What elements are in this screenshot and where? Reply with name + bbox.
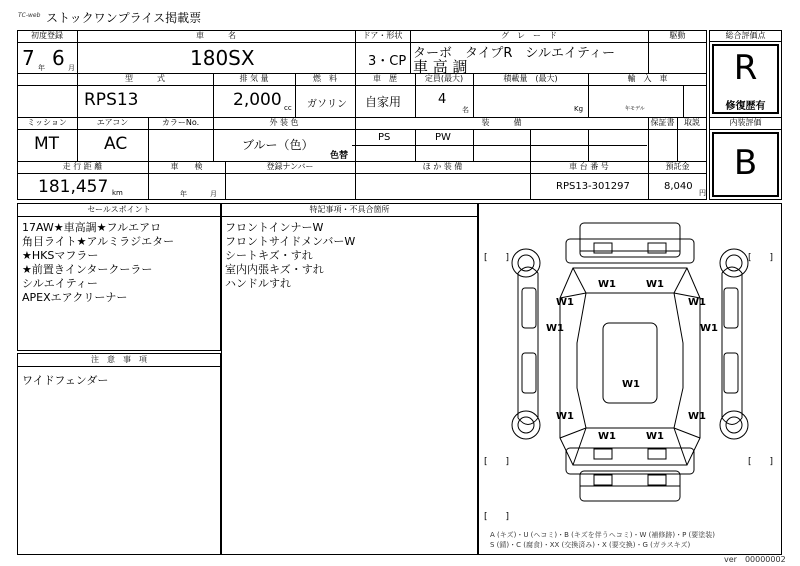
mileage-label: 走 行 距 離 [62,162,103,171]
list-item: 角目ライト★アルミラジエター [22,235,175,248]
bracket-left-lower: [ ] [484,512,510,522]
first-reg-year-unit: 年 [38,64,45,72]
capacity-label: 定員(最大) [424,74,464,83]
other-equipment-label: ほ か 装 備 [422,162,463,171]
import-label: 輸 入 車 [627,74,668,83]
caution-label: 注 意 事 項 [91,355,147,364]
bracket-right-top: [ ] [748,253,774,263]
overall-grade-label: 総合評価点 [725,31,766,40]
car-damage-diagram [478,203,782,555]
load-unit: Kg [574,105,584,113]
damage-mark: W1 [646,431,664,442]
special-notes-label: 特記事項・不具合箇所 [309,205,390,214]
grade-line1: ターボ タイプR シルエイティー [413,46,616,61]
version-label: ver 00000002 [724,555,786,564]
car-name-value: 180SX [190,46,255,70]
damage-mark: W1 [556,297,574,308]
manual-label: 取説 [684,118,700,127]
inspection-year-unit: 年 [180,190,187,198]
price-unit: 円 [699,189,706,197]
warranty-label: 保証書 [650,118,675,127]
model-value: RPS13 [84,90,139,110]
bracket-left-top: [ ] [484,253,510,263]
aircon-label: エアコン [96,118,129,127]
mileage-unit: km [112,189,123,197]
fuel-value: ガソリン [307,99,347,110]
mileage-value: 181,457 [38,177,109,197]
list-item: ★前置きインタークーラー [22,263,153,276]
bracket-left-bottom: [ ] [484,457,510,467]
chassis-no-value: RPS13-301297 [556,181,630,192]
capacity-unit: 名 [462,106,469,114]
damage-mark: W1 [598,431,616,442]
interior-grade-value: B [733,143,758,183]
mission-value: MT [34,134,60,154]
list-item: ★HKSマフラー [22,249,99,262]
page-title: ストックワンプライス掲載票 [46,11,202,25]
damage-mark: W1 [622,379,640,390]
usage-label: 車 歴 [373,74,397,83]
list-item: 17AW★車高調★フルエアロ [22,221,162,234]
first-reg-month-unit: 月 [68,64,75,72]
sales-points-label: セールスポイント [87,205,151,214]
price-label: 預託金 [665,162,690,171]
inspection-month-unit: 月 [210,190,217,198]
legend-line2: S (錆)・C (腐食)・XX (交換済み)・X (要交換)・G (ガラスキズ) [490,541,691,549]
displacement-unit: cc [284,104,292,112]
reg-number-label: 登録ナンバー [266,162,314,171]
usage-value: 自家用 [365,95,402,109]
car-name-label: 車 名 [196,31,236,40]
damage-mark: W1 [688,297,706,308]
first-reg-year: 7 [22,46,35,70]
load-label: 積載量 (最大) [503,74,558,83]
bracket-right-bottom: [ ] [748,457,774,467]
damage-mark: W1 [688,411,706,422]
list-item: シルエイティー [22,277,98,290]
damage-mark: W1 [556,411,574,422]
equip-pw: PW [435,132,451,143]
sales-points-list [22,221,220,305]
model-label: 型 式 [125,74,165,83]
exterior-color-value: ブルー（色） [242,138,314,152]
capacity-value: 4 [438,92,447,107]
displacement-value: 2,000 [233,90,282,110]
list-item: APEXエアクリーナー [22,291,128,304]
drive-label: 駆動 [669,31,686,40]
legend-line1: A (キズ)・U (ヘコミ)・B (キズを伴うヘコミ)・W (補修跡)・P (要塗装) [490,531,716,539]
mission-label: ミッション [27,118,67,127]
fuel-label: 燃 料 [313,74,337,83]
equip-ps: PS [378,132,391,143]
overall-grade-value: R [733,48,758,88]
header [18,9,418,29]
door-shape-label: ドア・形状 [362,31,403,40]
overall-grade-sub: 修復歴有 [725,101,766,112]
grade-label: グ レ ー ド [501,31,557,40]
first-reg-month: 6 [52,46,65,70]
price-value: 8,040 [664,181,693,192]
first-reg-label: 初度登録 [31,31,63,40]
list-item: シートキズ・すれ [225,249,313,262]
logo: TC-web [18,12,41,19]
list-item: フロントサイドメンバーW [225,235,356,248]
list-item: ワイドフェンダー [22,374,109,387]
aircon-value: AC [104,134,128,154]
damage-mark: W1 [646,279,664,290]
damage-mark: W1 [700,323,718,334]
grade-line2: 車 高 調 [413,58,468,76]
door-shape-value: 3・CP [368,54,407,69]
caution-list [22,374,108,388]
color-changed-value: 色替 [330,151,349,161]
import-unit: 年モデル [625,106,645,112]
interior-grade-label: 内装評価 [729,118,762,127]
color-no-label: カラーNo. [161,118,200,127]
damage-mark: W1 [598,279,616,290]
list-item: 室内内張キズ・すれ [225,263,324,276]
special-notes-list [225,221,355,291]
displacement-label: 排 気 量 [239,74,269,83]
list-item: フロントインナーW [225,221,324,234]
inspection-label: 車 検 [170,162,203,171]
damage-mark: W1 [546,323,564,334]
equipment-label: 装 備 [481,118,522,127]
exterior-color-label: 外 装 色 [269,118,299,127]
list-item: ハンドルすれ [225,277,291,290]
chassis-no-label: 車 台 番 号 [569,162,609,171]
